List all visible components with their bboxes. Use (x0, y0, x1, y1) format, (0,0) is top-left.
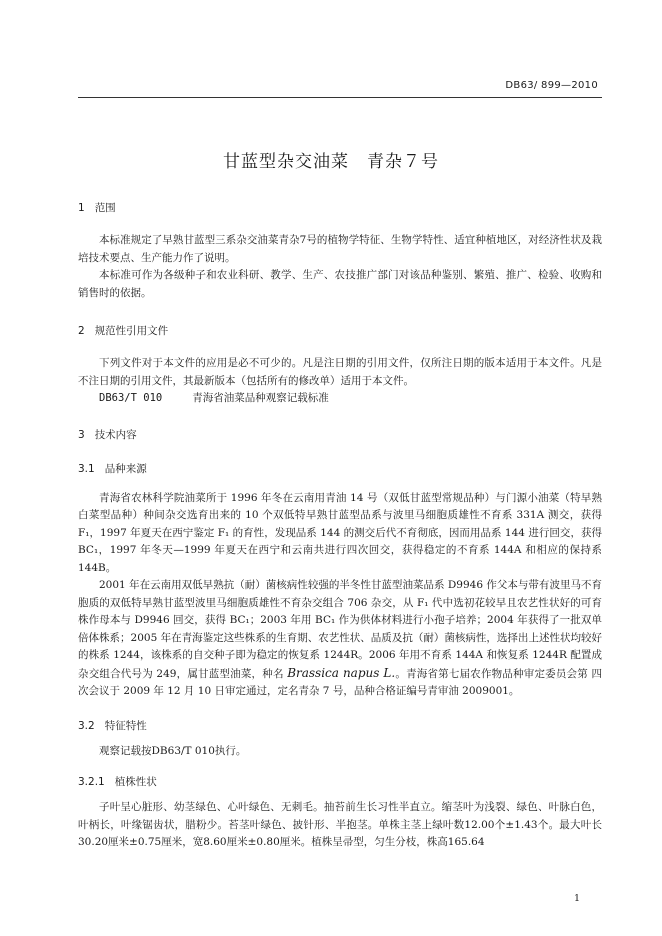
section-3-2-1-heading (78, 774, 602, 789)
section-number: 1 (78, 202, 85, 214)
page-number: 1 (574, 893, 581, 904)
section-3-1-paragraph-1: 青海省农林科学院油菜所于 1996 年冬在云南用青油 14 号（双低甘蓝型常规品种）与门源小油菜（特早熟白菜型品种）种间杂交选育出来的 10 个双低特早熟甘蓝型品系与波里马细胞质雄性不育系 331A 测交，获得 F₁，1997 年夏天在西宁鉴定 F₁ 的育性，发现品系 144 的测交后代不育彻底，因而用品系 144 进行回交，获得 BC₁，1997 年冬天—1999 年夏天在西宁和云南共进行四次回交，获得稳定的不育系 144A 和相应的保持系 144B。 (78, 491, 602, 574)
title-main: 甘蓝型杂交油菜 (223, 152, 349, 172)
section-3-1-paragraph-2 (78, 577, 602, 701)
paragraph-text: 2001 年在云南用双低早熟抗（耐）菌核病性较强的半冬性甘蓝型油菜品系 D9946 作父本与带有波里马不育胞质的双低特早熟甘蓝型波里马细胞质雄性不育杂交组合 706 杂交，从 F₁ 代中选初花较早且农艺性状好的可育株作母本与 D9946 回交，获得 BC₁；2003 年用 BC₁ 作为供体材料进行小孢子培养；2004 年获得了一批双单倍体株系；2005 年在青海鉴定这些株系的生育期、农艺性状、品质及抗（耐）菌核病性，选择出上述性状均较好的株系 1244，该株系的自交种子即为稳定的恢复系 1244R。2006 年用不育系 144A 和恢复系 1244R 配置成杂交组合代号为 249，属甘蓝型油菜，种名 (78, 579, 602, 680)
section-title: 规范性引用文件 (94, 325, 169, 337)
section-1-paragraph-2: 本标准可作为各级种子和农业科研、教学、生产、农技推广部门对该品种鉴别、繁殖、推广、检验、收购和销售时的依据。 (78, 269, 602, 299)
title-variety: 青杂７号 (367, 152, 439, 172)
section-3-2-heading (78, 718, 602, 733)
section-title: 范围 (94, 202, 116, 214)
section-title: 植株性状 (114, 776, 157, 788)
section-2-heading (78, 323, 602, 338)
reference-code: DB63/T 010 (99, 392, 163, 404)
section-number: 3 (78, 428, 85, 441)
section-1-heading (78, 200, 602, 215)
standard-code: DB63/ 899—2010 (505, 80, 598, 91)
species-name: Brassica napus L. (287, 665, 396, 680)
normative-reference (78, 390, 602, 408)
section-title: 品种来源 (104, 462, 147, 475)
document-title (0, 147, 662, 172)
section-3-2-1-paragraph-1: 子叶呈心脏形、幼茎绿色、心叶绿色、无刺毛。抽苔前生长习性半直立。缩茎叶为浅裂、绿色、叶脉白色，叶柄长，叶缘锯齿状，腊粉少。苔茎叶绿色、披针形、半抱茎。单株主茎上绿叶数12.00个±1.43个。最大叶长30.20厘米±0.75厘米，宽8.60厘米±0.80厘米。植株呈帚型，匀生分枝，株高165.64 (78, 801, 602, 848)
section-1-paragraph-1: 本标准规定了早熟甘蓝型三系杂交油菜青杂7号的植物学特征、生物学特性、适宜种植地区，对经济性状及栽培技术要点、生产能力作了说明。 (78, 234, 602, 264)
section-3-2-paragraph-1: 观察记载按DB63/T 010执行。 (99, 744, 247, 757)
section-number: 3.2.1 (78, 776, 105, 788)
section-title: 特征特性 (104, 719, 147, 732)
document-body (78, 200, 602, 852)
reference-title: 青海省油菜品种观察记载标准 (192, 392, 329, 404)
header-rule (78, 97, 602, 98)
section-3-1-heading (78, 461, 602, 476)
section-3-heading (78, 427, 602, 442)
section-number: 3.1 (78, 462, 95, 475)
section-title: 技术内容 (94, 428, 137, 441)
section-2-paragraph-1: 下列文件对于本文件的应用是必不可少的。凡是注日期的引用文件，仅所注日期的版本适用于本文件。凡是不注日期的引用文件，其最新版本（包括所有的修改单）适用于本文件。 (78, 357, 602, 387)
paragraph-text: 。青海省第七届农作物品种审定委员会第 四次会议于 2009 年 12 月 10 日审定通过，定名青杂 7 号，品种合格证编号青审油 2009001。 (78, 667, 602, 697)
section-number: 3.2 (78, 719, 95, 732)
section-number: 2 (78, 325, 85, 337)
